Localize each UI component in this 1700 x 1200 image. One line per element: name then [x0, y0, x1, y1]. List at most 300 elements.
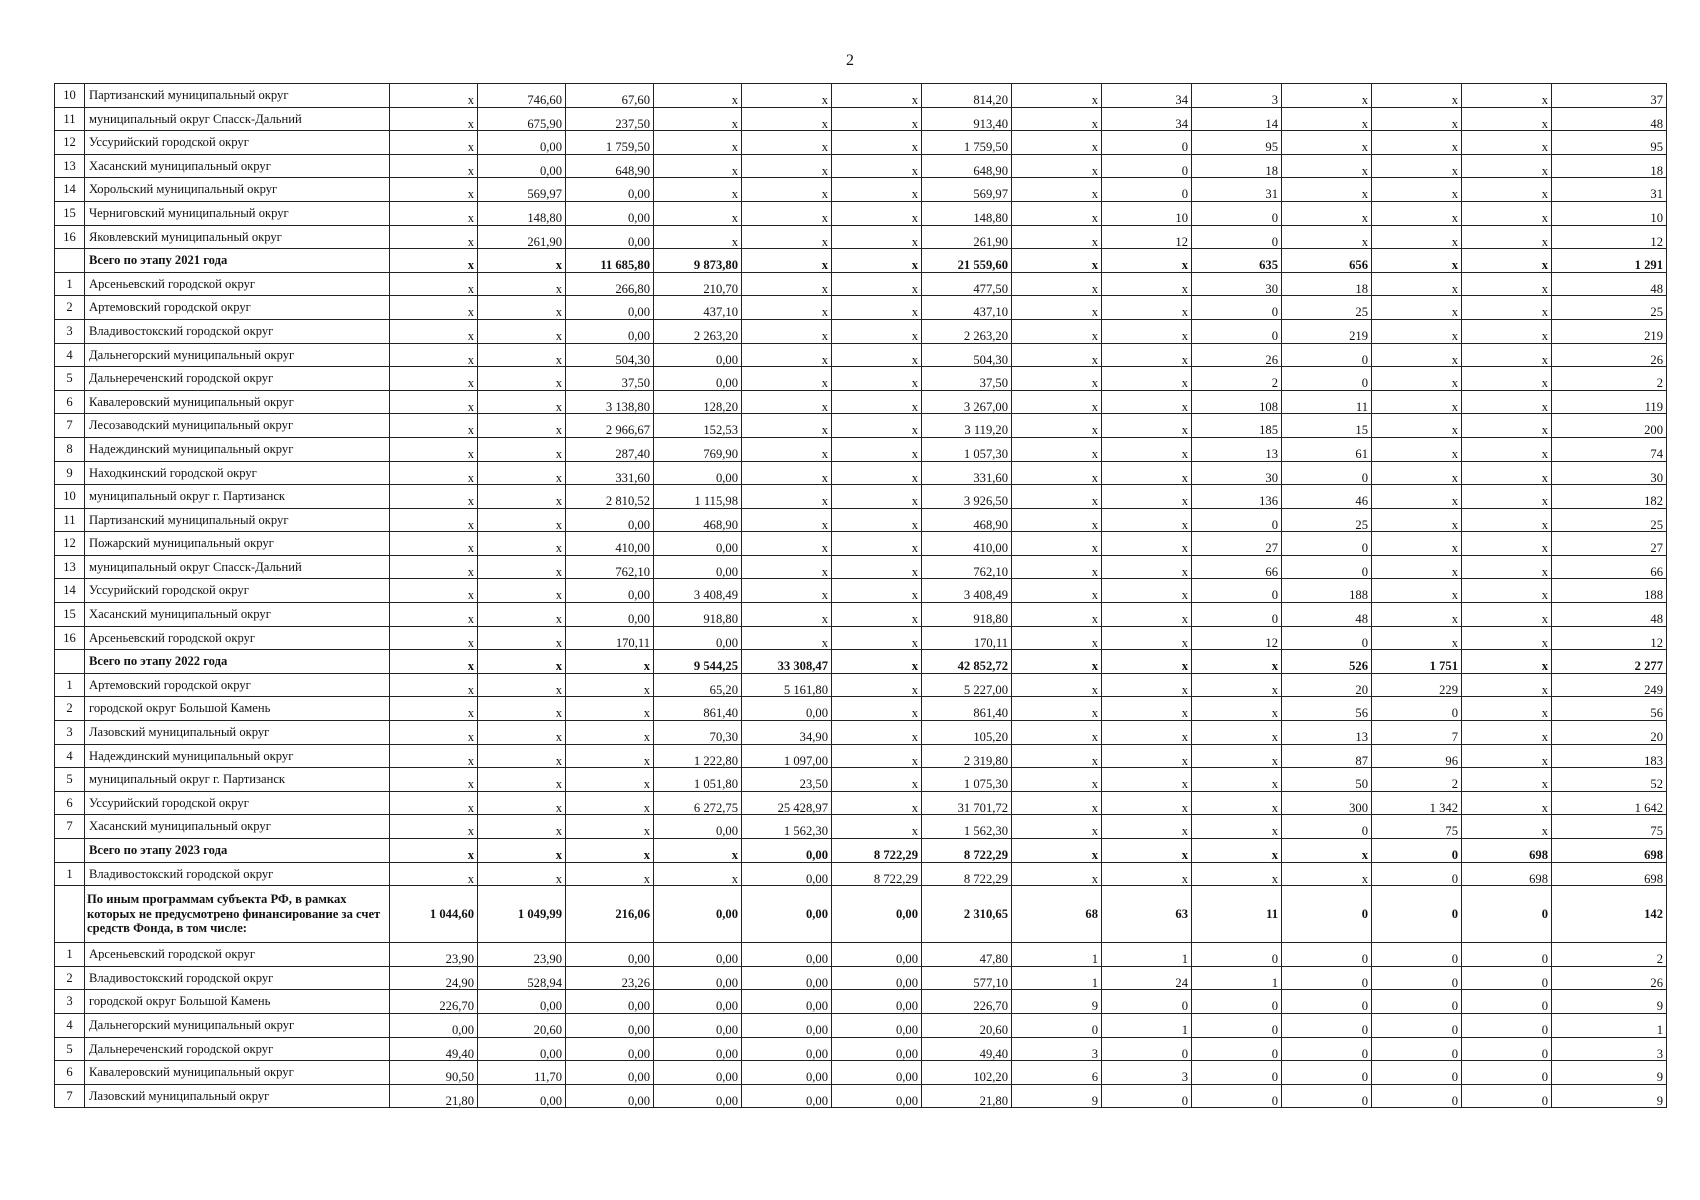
value-cell: 0,00 [742, 1013, 832, 1037]
value-cell: x [478, 626, 566, 650]
value-cell: x [478, 650, 566, 674]
value-cell: x [742, 532, 832, 556]
value-cell: 3 [1552, 1037, 1667, 1061]
value-cell: 95 [1192, 131, 1282, 155]
value-cell: 300 [1282, 791, 1372, 815]
value-cell: x [390, 272, 478, 296]
value-cell: x [1102, 414, 1192, 438]
value-cell: 102,20 [922, 1061, 1012, 1085]
table-row [55, 990, 1667, 1014]
value-cell: x [1282, 201, 1372, 225]
table-row [55, 862, 1667, 886]
value-cell: 26 [1192, 343, 1282, 367]
value-cell: x [1012, 272, 1102, 296]
value-cell: x [832, 296, 922, 320]
row-number: 6 [55, 1061, 85, 1085]
value-cell: x [742, 603, 832, 627]
table-row [55, 508, 1667, 532]
value-cell: 0 [1372, 1084, 1462, 1108]
value-cell: x [832, 744, 922, 768]
value-cell: 12 [1552, 225, 1667, 249]
value-cell: 5 161,80 [742, 673, 832, 697]
value-cell: 0 [1462, 943, 1552, 967]
value-cell: 37,50 [566, 367, 654, 391]
value-cell: x [566, 839, 654, 863]
municipality-name: Лазовский муниципальный округ [85, 721, 390, 745]
value-cell: x [1462, 131, 1552, 155]
value-cell: 648,90 [566, 154, 654, 178]
value-cell: 0,00 [566, 319, 654, 343]
value-cell: x [390, 815, 478, 839]
value-cell: 1 [1012, 943, 1102, 967]
row-number: 4 [55, 1013, 85, 1037]
value-cell: x [1372, 225, 1462, 249]
row-number: 15 [55, 201, 85, 225]
value-cell: x [742, 461, 832, 485]
value-cell: x [654, 131, 742, 155]
value-cell: x [1372, 296, 1462, 320]
row-number [55, 249, 85, 273]
municipality-name: Хорольский муниципальный округ [85, 178, 390, 202]
value-cell: 769,90 [654, 437, 742, 461]
value-cell: x [742, 107, 832, 131]
value-cell: x [742, 508, 832, 532]
value-cell: x [1192, 815, 1282, 839]
value-cell: x [390, 296, 478, 320]
value-cell: x [1462, 555, 1552, 579]
value-cell: 675,90 [478, 107, 566, 131]
row-number: 12 [55, 131, 85, 155]
value-cell: 1 115,98 [654, 485, 742, 509]
value-cell: 0,00 [742, 886, 832, 943]
value-cell: 9 544,25 [654, 650, 742, 674]
value-cell: 0,00 [390, 1013, 478, 1037]
value-cell: x [742, 626, 832, 650]
value-cell: x [1372, 555, 1462, 579]
value-cell: x [390, 508, 478, 532]
municipality-name: Находкинский городской округ [85, 461, 390, 485]
value-cell: x [1012, 107, 1102, 131]
value-cell: x [1012, 555, 1102, 579]
value-cell: x [1372, 319, 1462, 343]
value-cell: 1 075,30 [922, 768, 1012, 792]
value-cell: x [478, 579, 566, 603]
value-cell: x [1372, 249, 1462, 273]
value-cell: x [1282, 862, 1372, 886]
row-number: 12 [55, 532, 85, 556]
value-cell: x [654, 201, 742, 225]
value-cell: 0,00 [478, 1084, 566, 1108]
row-number: 4 [55, 343, 85, 367]
municipality-name: Арсеньевский городской округ [85, 272, 390, 296]
value-cell: 0 [1372, 1061, 1462, 1085]
value-cell: 1 049,99 [478, 886, 566, 943]
municipality-name: муниципальный округ Спасск-Дальний [85, 107, 390, 131]
table-row [55, 367, 1667, 391]
value-cell: 20,60 [478, 1013, 566, 1037]
value-cell: x [654, 84, 742, 108]
value-cell: x [1372, 367, 1462, 391]
value-cell: 1 751 [1372, 650, 1462, 674]
value-cell: x [742, 249, 832, 273]
value-cell: x [390, 84, 478, 108]
value-cell: 0 [1192, 579, 1282, 603]
value-cell: x [1012, 579, 1102, 603]
value-cell: x [1462, 272, 1552, 296]
table-row [55, 414, 1667, 438]
row-number: 2 [55, 697, 85, 721]
value-cell: x [1462, 461, 1552, 485]
value-cell: 142 [1552, 886, 1667, 943]
value-cell: x [566, 862, 654, 886]
value-cell: 18 [1192, 154, 1282, 178]
value-cell: 0,00 [566, 1013, 654, 1037]
value-cell: 14 [1192, 107, 1282, 131]
value-cell: x [1462, 579, 1552, 603]
value-cell: x [1462, 249, 1552, 273]
value-cell: x [566, 791, 654, 815]
value-cell: x [832, 84, 922, 108]
value-cell: x [1012, 815, 1102, 839]
value-cell: x [654, 178, 742, 202]
value-cell: 0 [1192, 319, 1282, 343]
value-cell: 219 [1552, 319, 1667, 343]
value-cell: 577,10 [922, 966, 1012, 990]
value-cell: 152,53 [654, 414, 742, 438]
table-row [55, 626, 1667, 650]
value-cell: x [478, 249, 566, 273]
value-cell: x [832, 201, 922, 225]
value-cell: x [1012, 744, 1102, 768]
section-row [55, 886, 1667, 943]
value-cell: x [478, 673, 566, 697]
value-cell: x [1372, 626, 1462, 650]
value-cell: 11 [1192, 886, 1282, 943]
value-cell: 0 [1192, 990, 1282, 1014]
value-cell: x [1012, 154, 1102, 178]
value-cell: x [1372, 461, 1462, 485]
value-cell: 0 [1102, 154, 1192, 178]
value-cell: 0,00 [654, 1061, 742, 1085]
value-cell: x [1462, 367, 1552, 391]
value-cell: 2 [1192, 367, 1282, 391]
value-cell: x [742, 131, 832, 155]
value-cell: x [1372, 485, 1462, 509]
value-cell: 219 [1282, 319, 1372, 343]
value-cell: 96 [1372, 744, 1462, 768]
row-number: 2 [55, 296, 85, 320]
value-cell: 34 [1102, 84, 1192, 108]
value-cell: 0 [1462, 886, 1552, 943]
value-cell: x [390, 461, 478, 485]
table-row [55, 943, 1667, 967]
table-row [55, 437, 1667, 461]
value-cell: 46 [1282, 485, 1372, 509]
value-cell: 136 [1192, 485, 1282, 509]
value-cell: x [1012, 697, 1102, 721]
value-cell: x [832, 414, 922, 438]
value-cell: x [478, 485, 566, 509]
value-cell: 90,50 [390, 1061, 478, 1085]
value-cell: 183 [1552, 744, 1667, 768]
value-cell: 66 [1192, 555, 1282, 579]
value-cell: x [832, 626, 922, 650]
row-number: 7 [55, 1084, 85, 1108]
value-cell: x [566, 815, 654, 839]
value-cell: 0 [1102, 1037, 1192, 1061]
value-cell: 1 097,00 [742, 744, 832, 768]
value-cell: 3 267,00 [922, 390, 1012, 414]
value-cell: x [390, 485, 478, 509]
value-cell: 1 562,30 [922, 815, 1012, 839]
value-cell: x [478, 343, 566, 367]
value-cell: x [742, 579, 832, 603]
value-cell: x [390, 791, 478, 815]
stage-total-row [55, 839, 1667, 863]
value-cell: 0 [1282, 532, 1372, 556]
municipality-name: Дальнереченский городской округ [85, 1037, 390, 1061]
value-cell: x [654, 107, 742, 131]
table-row [55, 319, 1667, 343]
value-cell: x [832, 603, 922, 627]
value-cell: 52 [1552, 768, 1667, 792]
municipality-name: Кавалеровский муниципальный округ [85, 390, 390, 414]
value-cell: 12 [1102, 225, 1192, 249]
value-cell: 528,94 [478, 966, 566, 990]
value-cell: 21,80 [922, 1084, 1012, 1108]
value-cell: 31 701,72 [922, 791, 1012, 815]
value-cell: 128,20 [654, 390, 742, 414]
value-cell: 0 [1282, 1037, 1372, 1061]
value-cell: x [742, 485, 832, 509]
value-cell: 50 [1282, 768, 1372, 792]
municipality-name: Кавалеровский муниципальный округ [85, 1061, 390, 1085]
value-cell: 63 [1102, 886, 1192, 943]
stage-total-row [55, 650, 1667, 674]
value-cell: 61 [1282, 437, 1372, 461]
municipality-name: Дальнереченский городской округ [85, 367, 390, 391]
value-cell: x [832, 390, 922, 414]
value-cell: 861,40 [922, 697, 1012, 721]
value-cell: x [832, 343, 922, 367]
value-cell: x [1192, 697, 1282, 721]
value-cell: 23,90 [478, 943, 566, 967]
value-cell: 698 [1462, 839, 1552, 863]
value-cell: 70,30 [654, 721, 742, 745]
value-cell: 105,20 [922, 721, 1012, 745]
table-row [55, 154, 1667, 178]
value-cell: 0,00 [832, 886, 922, 943]
value-cell: 0,00 [566, 603, 654, 627]
value-cell: 0,00 [478, 1037, 566, 1061]
value-cell: x [742, 414, 832, 438]
value-cell: x [390, 768, 478, 792]
value-cell: 0 [1102, 1084, 1192, 1108]
value-cell: x [1462, 201, 1552, 225]
value-cell: x [1012, 296, 1102, 320]
table-row [55, 390, 1667, 414]
value-cell: x [1012, 367, 1102, 391]
value-cell: 0,00 [742, 1037, 832, 1061]
value-cell: x [1102, 626, 1192, 650]
value-cell: 20 [1282, 673, 1372, 697]
value-cell: 48 [1552, 107, 1667, 131]
value-cell: x [1012, 390, 1102, 414]
value-cell: 6 272,75 [654, 791, 742, 815]
value-cell: x [1102, 862, 1192, 886]
municipality-name: Партизанский муниципальный округ [85, 508, 390, 532]
value-cell: 0,00 [742, 697, 832, 721]
value-cell: x [1102, 461, 1192, 485]
value-cell: 0 [1282, 943, 1372, 967]
value-cell: x [1192, 862, 1282, 886]
value-cell: 0 [1282, 626, 1372, 650]
value-cell: x [1102, 367, 1192, 391]
value-cell: 8 722,29 [832, 839, 922, 863]
value-cell: x [390, 249, 478, 273]
value-cell: x [1012, 84, 1102, 108]
value-cell: x [742, 225, 832, 249]
value-cell: 0,00 [832, 943, 922, 967]
value-cell: 10 [1102, 201, 1192, 225]
value-cell: 0,00 [566, 296, 654, 320]
value-cell: 37,50 [922, 367, 1012, 391]
value-cell: 3 119,20 [922, 414, 1012, 438]
value-cell: 0 [1282, 1013, 1372, 1037]
municipality-name: Партизанский муниципальный округ [85, 84, 390, 108]
value-cell: 569,97 [922, 178, 1012, 202]
value-cell: 0,00 [832, 1084, 922, 1108]
value-cell: x [1012, 791, 1102, 815]
value-cell: x [390, 131, 478, 155]
value-cell: x [390, 744, 478, 768]
value-cell: 0,00 [742, 862, 832, 886]
value-cell: 47,80 [922, 943, 1012, 967]
value-cell: x [478, 437, 566, 461]
value-cell: 1 051,80 [654, 768, 742, 792]
value-cell: x [390, 390, 478, 414]
row-number: 5 [55, 768, 85, 792]
municipality-name: Арсеньевский городской округ [85, 943, 390, 967]
value-cell: x [1102, 603, 1192, 627]
value-cell: x [390, 603, 478, 627]
value-cell: 0,00 [832, 990, 922, 1014]
value-cell: x [1012, 131, 1102, 155]
municipality-name: Уссурийский городской округ [85, 131, 390, 155]
value-cell: 25 [1282, 508, 1372, 532]
value-cell: x [1462, 178, 1552, 202]
value-cell: 1 562,30 [742, 815, 832, 839]
value-cell: x [832, 555, 922, 579]
value-cell: 95 [1552, 131, 1667, 155]
row-number: 6 [55, 791, 85, 815]
value-cell: x [390, 862, 478, 886]
value-cell: 200 [1552, 414, 1667, 438]
value-cell: 216,06 [566, 886, 654, 943]
page-number: 2 [846, 52, 854, 69]
value-cell: 1 759,50 [566, 131, 654, 155]
table-row [55, 225, 1667, 249]
value-cell: 30 [1192, 272, 1282, 296]
row-number: 16 [55, 225, 85, 249]
municipality-name: муниципальный округ г. Партизанск [85, 768, 390, 792]
value-cell: 698 [1552, 839, 1667, 863]
municipality-name: Владивостокский городской округ [85, 862, 390, 886]
value-cell: 0 [1462, 966, 1552, 990]
value-cell: x [832, 272, 922, 296]
value-cell: 23,50 [742, 768, 832, 792]
value-cell: x [478, 815, 566, 839]
value-cell: 698 [1552, 862, 1667, 886]
value-cell: x [1462, 532, 1552, 556]
table-row [55, 768, 1667, 792]
value-cell: 2 277 [1552, 650, 1667, 674]
value-cell: x [1282, 178, 1372, 202]
value-cell: 918,80 [654, 603, 742, 627]
value-cell: 0,00 [654, 626, 742, 650]
value-cell: 0 [1462, 1061, 1552, 1085]
value-cell: 0 [1282, 461, 1372, 485]
value-cell: 27 [1552, 532, 1667, 556]
value-cell: x [1102, 319, 1192, 343]
value-cell: x [1102, 485, 1192, 509]
value-cell: 0,00 [832, 1037, 922, 1061]
row-number: 7 [55, 815, 85, 839]
value-cell: x [742, 367, 832, 391]
value-cell: 0 [1282, 990, 1372, 1014]
row-number: 13 [55, 555, 85, 579]
value-cell: 3 138,80 [566, 390, 654, 414]
value-cell: 48 [1552, 603, 1667, 627]
municipality-name: Пожарский муниципальный округ [85, 532, 390, 556]
value-cell: 33 308,47 [742, 650, 832, 674]
value-cell: 0 [1372, 697, 1462, 721]
value-cell: x [1372, 603, 1462, 627]
value-cell: 24,90 [390, 966, 478, 990]
value-cell: 48 [1552, 272, 1667, 296]
value-cell: x [832, 225, 922, 249]
table-row [55, 966, 1667, 990]
value-cell: x [1462, 673, 1552, 697]
value-cell: x [1012, 461, 1102, 485]
value-cell: 8 722,29 [832, 862, 922, 886]
value-cell: x [742, 296, 832, 320]
value-cell: x [566, 697, 654, 721]
value-cell: x [1462, 84, 1552, 108]
municipality-name: Арсеньевский городской округ [85, 626, 390, 650]
value-cell: 0,00 [742, 1061, 832, 1085]
value-cell: x [832, 791, 922, 815]
value-cell: x [832, 249, 922, 273]
value-cell: 0,00 [742, 1084, 832, 1108]
value-cell: 18 [1282, 272, 1372, 296]
row-number: 3 [55, 990, 85, 1014]
value-cell: 0,00 [566, 201, 654, 225]
value-cell: 9 [1552, 1061, 1667, 1085]
row-number: 8 [55, 437, 85, 461]
value-cell: 437,10 [922, 296, 1012, 320]
value-cell: 68 [1012, 886, 1102, 943]
municipality-name: Владивостокский городской округ [85, 966, 390, 990]
value-cell: x [390, 201, 478, 225]
value-cell: 74 [1552, 437, 1667, 461]
value-cell: x [1102, 815, 1192, 839]
value-cell: 2 [1552, 943, 1667, 967]
value-cell: 526 [1282, 650, 1372, 674]
row-number: 13 [55, 154, 85, 178]
value-cell: 8 722,29 [922, 862, 1012, 886]
value-cell: x [832, 673, 922, 697]
